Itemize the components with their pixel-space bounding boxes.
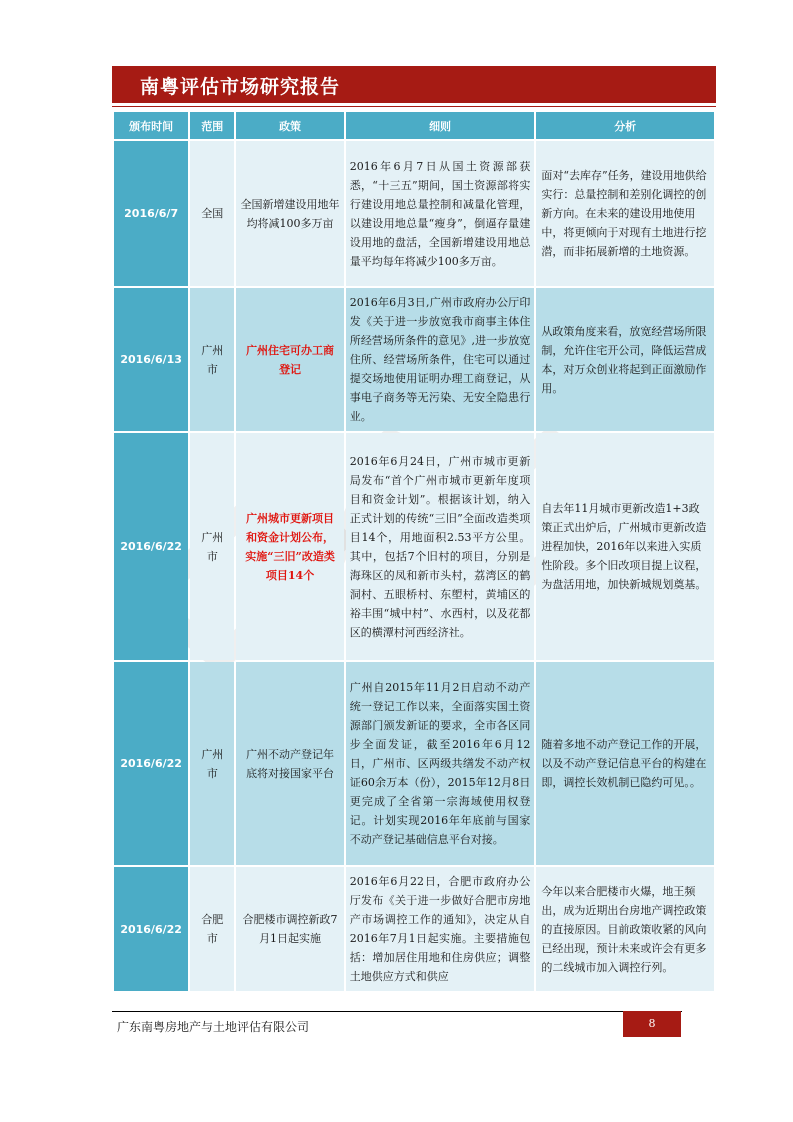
row-policy: 广州住宅可办工商登记 xyxy=(236,288,343,431)
report-title: 南粤评估市场研究报告 xyxy=(140,76,341,98)
page-number: 8 xyxy=(623,1011,681,1037)
table-row xyxy=(114,867,714,991)
table-row xyxy=(114,662,714,865)
table-row xyxy=(114,433,714,660)
row-policy: 广州城市更新项目和资金计划公布，实施“三旧”改造类项目14个 xyxy=(236,433,343,660)
table-header-row xyxy=(114,112,714,139)
row-policy: 合肥楼市调控新政7月1日起实施 xyxy=(236,867,343,991)
header-policy: 政策 xyxy=(236,112,343,139)
row-scope: 全国 xyxy=(190,141,234,286)
table-row xyxy=(114,288,714,431)
row-date: 2016/6/7 xyxy=(114,141,188,286)
row-date: 2016/6/13 xyxy=(114,288,188,431)
row-policy: 全国新增建设用地年均将减100多万亩 xyxy=(236,141,343,286)
row-analysis: 今年以来合肥楼市火爆，地王频出，成为近期出台房地产调控政策的直接原因。目前政策收紧的风向已经出现，预计未来或许会有更多的二线城市加入调控行列。 xyxy=(536,867,714,991)
row-scope: 广州市 xyxy=(190,288,234,431)
row-date: 2016/6/22 xyxy=(114,867,188,991)
row-detail: 2016年6月22日，合肥市政府办公厅发布《关于进一步做好合肥市房地产市场调控工作的通知》，决定从自2016年7月1日起实施。主要措施包括：增加居住用地和住房供应；调整土地供应方式和供应 xyxy=(346,867,535,991)
row-scope: 广州市 xyxy=(190,662,234,865)
header-scope: 范围 xyxy=(190,112,234,139)
row-detail: 2016年6月7日从国土资源部获悉，“十三五”期间，国土资源部将实行建设用地总量控制和减量化管理，以建设用地总量“瘦身”，倒逼存量建设用地的盘活，全国新增建设用地总量平均每年将减少100多万亩。 xyxy=(346,141,535,286)
row-detail: 2016年6月3日,广州市政府办公厅印发《关于进一步放宽我市商事主体住所经营场所条件的意见》,进一步放宽住所、经营场所条件，住宅可以通过提交场地使用证明办理工商登记，从事电子商务等无污染、无安全隐患行业。 xyxy=(346,288,535,431)
row-date: 2016/6/22 xyxy=(114,433,188,660)
row-analysis: 从政策角度来看，放宽经营场所限制，允许住宅开公司，降低运营成本，对万众创业将起到正面激励作用。 xyxy=(536,288,714,431)
policy-table xyxy=(112,110,716,993)
header-detail: 细则 xyxy=(346,112,535,139)
row-scope: 广州市 xyxy=(190,433,234,660)
row-analysis: 随着多地不动产登记工作的开展，以及不动产登记信息平台的构建在即，调控长效机制已隐约可见。。 xyxy=(536,662,714,865)
row-analysis: 面对“去库存”任务，建设用地供给实行：总量控制和差别化调控的创新方向。在未来的建设用地使用中，将更倾向于对现有土地进行挖潜，而非拓展新增的土地资源。 xyxy=(536,141,714,286)
row-date: 2016/6/22 xyxy=(114,662,188,865)
row-policy: 广州不动产登记年底将对接国家平台 xyxy=(236,662,343,865)
table-row xyxy=(114,141,714,286)
footer-divider xyxy=(112,1011,682,1012)
header-analysis: 分析 xyxy=(536,112,714,139)
row-analysis: 自去年11月城市更新改造1+3政策正式出炉后，广州城市更新改造进程加快，2016年以来进入实质性阶段。多个旧改项目提上议程，为盘活用地，加快新城规划奠基。 xyxy=(536,433,714,660)
report-banner xyxy=(112,66,716,103)
header-date: 颁布时间 xyxy=(114,112,188,139)
banner-divider xyxy=(112,106,716,107)
row-detail: 广州自2015年11月2日启动不动产统一登记工作以来，全面落实国土资源部门颁发新证的要求，全市各区同步全面发证，截至2016年6月12日，广州市、区两级共缮发不动产权证60余万本（份），2015年12月8日更完成了全省第一宗海域使用权登记。计划实现2016年年底前与国家不动产登记基础信息平台对接。 xyxy=(346,662,535,865)
footer-company: 广东南粤房地产与土地评估有限公司 xyxy=(117,1020,310,1034)
row-scope: 合肥市 xyxy=(190,867,234,991)
row-detail: 2016年6月24日，广州市城市更新局发布“首个广州市城市更新年度项目和资金计划”。根据该计划，纳入正式计划的传统“三旧”全面改造类项目14个，用地面积2.53平方公里。其中，包括7个旧村的项目，分别是海珠区的凤和新市头村，荔湾区的鹤洞村、五眼桥村、东塱村，黄埔区的裕丰围“城中村”、水西村，以及花都区的横潭村河西经济社。 xyxy=(346,433,535,660)
